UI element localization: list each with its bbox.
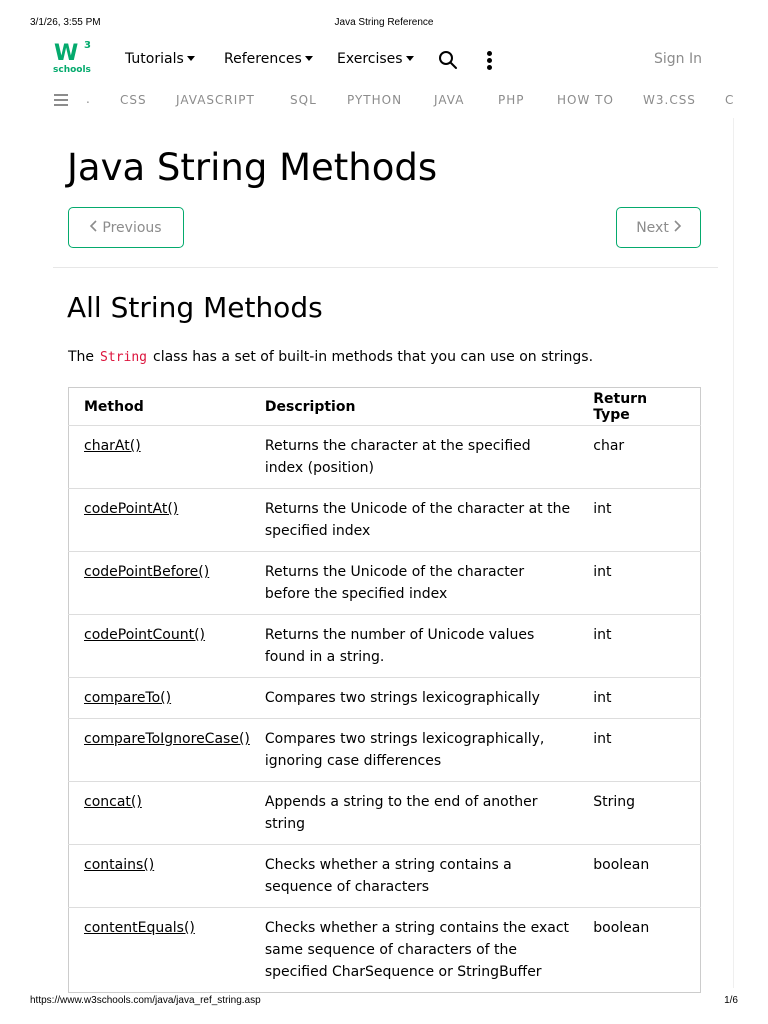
method-description: Returns the Unicode of the character before the specified index [250, 552, 578, 615]
subnav-dot: . [86, 92, 90, 106]
nav-tutorials-label: Tutorials [125, 51, 184, 67]
intro-before: The [68, 349, 95, 365]
method-return-type: char [578, 426, 700, 489]
next-button-label: Next [636, 219, 669, 236]
previous-button[interactable] [68, 207, 184, 248]
search-icon[interactable] [438, 50, 458, 70]
method-link[interactable]: compareTo() [84, 690, 172, 706]
nav-tutorials-dropdown[interactable] [125, 51, 195, 71]
method-description: Checks whether a string contains the exact same sequence of characters of the specified CharSequence or StringBuffer [264, 920, 570, 980]
method-return-type: int [578, 489, 700, 552]
table-row [69, 489, 701, 552]
subnav-bar [0, 88, 733, 112]
nav-references-label: References [224, 51, 302, 67]
intro-after: class has a set of built-in methods that you can use on strings. [153, 349, 594, 365]
logo-w: W [54, 41, 78, 66]
print-url: https://www.w3schools.com/java/java_ref_string.asp [30, 995, 261, 1006]
table-row [69, 426, 701, 489]
table-row [69, 719, 701, 782]
method-return-type: int [578, 615, 700, 678]
subnav-item-javascript[interactable]: JAVASCRIPT [176, 93, 255, 107]
method-return-type: int [578, 552, 700, 615]
caret-down-icon [187, 56, 195, 61]
section-title: All String Methods [67, 291, 323, 324]
method-description: Checks whether a string contains a sequence of characters [250, 845, 578, 908]
subnav-item-w3css[interactable]: W3.CSS [643, 93, 696, 107]
caret-down-icon [406, 56, 414, 61]
subnav-item-python[interactable]: PYTHON [347, 93, 403, 107]
method-link[interactable]: contentEquals() [84, 920, 195, 936]
print-header [0, 17, 768, 31]
nav-exercises-dropdown[interactable] [337, 51, 414, 71]
method-link[interactable]: concat() [84, 794, 142, 810]
content-right-border [733, 118, 734, 988]
table-row [69, 908, 701, 993]
table-row [69, 845, 701, 908]
caret-down-icon [305, 56, 313, 61]
intro-code: String [100, 350, 148, 365]
method-description: Returns the character at the specified index (position) [250, 426, 578, 489]
sign-in-link[interactable]: Sign In [654, 51, 702, 67]
subnav-item-sql[interactable]: SQL [290, 93, 317, 107]
subnav-item-c[interactable]: C [725, 93, 735, 107]
print-title: Java String Reference [334, 17, 434, 28]
chevron-left-icon [90, 220, 97, 236]
method-link[interactable]: codePointAt() [84, 501, 179, 517]
kebab-menu-icon[interactable] [486, 50, 494, 70]
print-date: 3/1/26, 3:55 PM [30, 17, 101, 28]
subnav-item-java[interactable]: JAVA [434, 93, 465, 107]
page-title: Java String Methods [67, 146, 438, 189]
header-return-type: Return Type [578, 388, 700, 426]
method-description: Returns the number of Unicode values found in a string. [250, 615, 578, 678]
method-description: Compares two strings lexicographically [250, 678, 578, 719]
method-description: Appends a string to the end of another string [250, 782, 578, 845]
method-description: Compares two strings lexicographically, ignoring case differences [250, 719, 578, 782]
method-link[interactable]: contains() [84, 857, 155, 873]
method-return-type: boolean [593, 920, 650, 936]
subnav-item-css[interactable]: CSS [120, 93, 147, 107]
chevron-right-icon [674, 220, 681, 236]
method-link[interactable]: charAt() [84, 438, 141, 454]
print-page-number: 1/6 [724, 995, 738, 1006]
table-row [69, 615, 701, 678]
table-header-row [69, 388, 701, 426]
print-footer [0, 995, 768, 1009]
intro-text [68, 349, 593, 365]
logo-superscript: 3 [84, 40, 91, 51]
subnav-item-howto[interactable]: HOW TO [557, 93, 614, 107]
method-link[interactable]: codePointCount() [84, 627, 206, 643]
table-row [69, 678, 701, 719]
hamburger-menu-icon[interactable] [54, 94, 68, 106]
subnav-item-php[interactable]: PHP [498, 93, 525, 107]
method-return-type: int [578, 678, 700, 719]
nav-references-dropdown[interactable] [224, 51, 313, 71]
previous-button-label: Previous [102, 219, 162, 236]
header-method: Method [69, 388, 250, 426]
method-return-type: int [578, 719, 700, 782]
header-description: Description [250, 388, 578, 426]
string-methods-table [68, 387, 701, 993]
nav-exercises-label: Exercises [337, 51, 403, 67]
next-button[interactable] [616, 207, 701, 248]
table-row [69, 782, 701, 845]
w3schools-logo[interactable] [53, 41, 95, 77]
logo-schools: schools [53, 65, 91, 75]
method-link[interactable]: compareToIgnoreCase() [84, 731, 250, 747]
method-return-type: String [578, 782, 700, 845]
method-description: Returns the Unicode of the character at the specified index [250, 489, 578, 552]
divider [53, 267, 718, 268]
table-row [69, 552, 701, 615]
method-return-type: boolean [578, 845, 700, 908]
method-link[interactable]: codePointBefore() [84, 564, 210, 580]
